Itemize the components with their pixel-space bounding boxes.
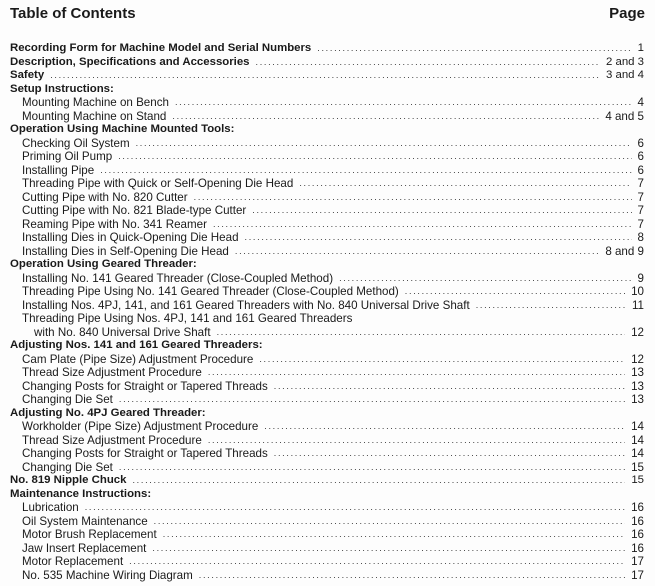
page-column-label: Page xyxy=(609,5,645,22)
dot-leader xyxy=(245,231,632,245)
toc-entry-title: Jaw Insert Replacement xyxy=(22,541,147,555)
toc-entry[interactable] xyxy=(10,515,644,529)
dot-leader xyxy=(235,245,599,259)
dot-leader xyxy=(132,474,625,488)
toc-entry-page: 15 xyxy=(631,460,644,474)
toc-entry-title: Installing No. 141 Geared Threader (Close-Coupled Method) xyxy=(22,271,334,285)
toc-entry-page: 9 xyxy=(637,271,644,285)
toc-entry-title: Installing Dies in Quick-Opening Die Head xyxy=(22,231,239,244)
dot-leader xyxy=(476,299,626,313)
toc-entry-page: 3 and 4 xyxy=(605,69,644,81)
toc-entry-page: 1 xyxy=(637,42,644,54)
toc-entry-title: Threading Pipe Using Nos. 4PJ, 141 and 161 Geared Threaders xyxy=(22,312,353,325)
toc-entry[interactable] xyxy=(10,474,644,488)
toc-entry-page: 8 and 9 xyxy=(605,244,644,258)
toc-entry-page: 12 xyxy=(631,352,644,366)
toc-entry-title: Recording Form for Machine Model and Serial Numbers xyxy=(10,42,312,54)
toc-entry-title: Threading Pipe with Quick or Self-Opening Die Head xyxy=(22,177,294,190)
dot-leader xyxy=(172,110,599,124)
toc-entry[interactable] xyxy=(10,177,644,191)
toc-entry[interactable] xyxy=(10,96,644,110)
toc-entry-title: Thread Size Adjustment Procedure xyxy=(22,366,202,379)
toc-entry[interactable] xyxy=(10,191,644,205)
dot-leader xyxy=(217,326,626,340)
toc-entry[interactable] xyxy=(10,434,644,448)
toc-entry-page: 7 xyxy=(637,204,644,217)
toc-entry[interactable] xyxy=(10,218,644,232)
toc-section-heading[interactable] xyxy=(10,258,644,272)
toc-entry-title: Reaming Pipe with No. 341 Reamer xyxy=(22,217,207,231)
toc-entry[interactable] xyxy=(10,380,644,394)
toc-entry-page: 6 xyxy=(637,136,644,150)
dot-leader xyxy=(152,542,625,556)
dot-leader xyxy=(339,272,631,286)
toc-entry-page: 14 xyxy=(631,447,644,460)
dot-leader xyxy=(85,501,625,515)
toc-entry-page: 17 xyxy=(631,555,644,568)
toc-entry[interactable] xyxy=(10,272,644,286)
toc-entry-title: Thread Size Adjustment Procedure xyxy=(22,433,202,447)
toc-entry-title: Oil System Maintenance xyxy=(22,514,148,528)
dot-leader xyxy=(154,515,625,529)
toc-entry-page: 12 xyxy=(631,325,644,339)
dot-leader xyxy=(208,366,625,380)
toc-entry-title: Changing Die Set xyxy=(22,393,113,406)
toc-section-heading[interactable] xyxy=(10,407,644,421)
toc-entry-page: 8 xyxy=(637,231,644,244)
toc-entry[interactable] xyxy=(10,299,644,313)
toc-list xyxy=(10,42,644,582)
toc-entry-page: 11 xyxy=(631,298,644,312)
toc-entry[interactable] xyxy=(10,542,644,556)
dot-leader xyxy=(119,461,625,475)
toc-entry-page: 16 xyxy=(631,528,644,541)
toc-entry-title: No. 535 Machine Wiring Diagram xyxy=(22,568,193,582)
toc-entry-page: 4 and 5 xyxy=(605,109,644,123)
dot-leader xyxy=(175,96,632,110)
toc-entry-title: Cam Plate (Pipe Size) Adjustment Procedure xyxy=(22,352,254,366)
toc-entry[interactable] xyxy=(10,353,644,367)
toc-entry-title: Installing Dies in Self-Opening Die Head xyxy=(22,244,229,258)
toc-entry-page: 14 xyxy=(631,420,644,433)
toc-entry[interactable] xyxy=(10,110,644,124)
toc-entry-title: Setup Instructions: xyxy=(10,82,114,95)
toc-entry-title: Lubrication xyxy=(22,501,79,514)
page-title: Table of Contents xyxy=(10,5,136,22)
toc-entry-page: 10 xyxy=(631,285,644,298)
toc-entry[interactable] xyxy=(10,137,644,151)
dot-leader xyxy=(405,285,625,299)
toc-entry-title: Adjusting Nos. 141 and 161 Geared Threaders: xyxy=(10,339,263,351)
dot-leader xyxy=(194,191,632,205)
toc-section-heading[interactable] xyxy=(10,83,644,97)
toc-entry-title: Adjusting No. 4PJ Geared Threader: xyxy=(10,406,206,419)
toc-entry-title: Workholder (Pipe Size) Adjustment Procedure xyxy=(22,420,259,433)
toc-entry-title: Operation Using Machine Mounted Tools: xyxy=(10,123,235,135)
toc-entry-title: with No. 840 Universal Drive Shaft xyxy=(34,325,211,339)
toc-entry-title: Maintenance Instructions: xyxy=(10,487,152,500)
toc-entry-title: Operation Using Geared Threader: xyxy=(10,258,197,270)
dot-leader xyxy=(274,380,625,394)
toc-entry[interactable] xyxy=(10,245,644,259)
toc-entry-title: Threading Pipe Using No. 141 Geared Threader (Close-Coupled Method) xyxy=(22,285,399,298)
dot-leader xyxy=(100,164,631,178)
toc-entry-page: 6 xyxy=(637,163,644,177)
toc-entry-title: Cutting Pipe with No. 821 Blade-type Cutter xyxy=(22,204,247,217)
toc-entry-page: 6 xyxy=(637,150,644,163)
toc-entry-title: Mounting Machine on Stand xyxy=(22,109,167,123)
dot-leader xyxy=(213,218,632,232)
dot-leader xyxy=(119,393,625,407)
toc-entry-page: 4 xyxy=(637,96,644,109)
toc-header xyxy=(10,5,645,25)
toc-entry[interactable] xyxy=(10,420,644,434)
toc-entry-title: Installing Nos. 4PJ, 141, and 161 Geared Threaders with No. 840 Universal Drive Shaft xyxy=(22,298,470,312)
toc-entry[interactable] xyxy=(10,312,644,326)
toc-entry[interactable] xyxy=(10,366,644,380)
toc-entry[interactable] xyxy=(10,326,644,340)
toc-entry[interactable] xyxy=(10,150,644,164)
toc-entry-page: 14 xyxy=(631,433,644,447)
toc-entry[interactable] xyxy=(10,56,644,70)
toc-entry-page: 16 xyxy=(631,514,644,528)
toc-entry-title: No. 819 Nipple Chuck xyxy=(10,474,127,486)
toc-entry[interactable] xyxy=(10,528,644,542)
toc-entry-page: 2 and 3 xyxy=(605,55,644,68)
toc-entry-page: 16 xyxy=(631,541,644,555)
toc-entry[interactable] xyxy=(10,164,644,178)
dot-leader xyxy=(199,569,625,583)
toc-entry[interactable] xyxy=(10,447,644,461)
dot-leader xyxy=(259,353,625,367)
dot-leader xyxy=(136,137,632,151)
toc-entry-page: 7 xyxy=(637,177,644,190)
dot-leader xyxy=(50,69,600,83)
dot-leader xyxy=(256,56,600,70)
toc-entry-page: 7 xyxy=(637,190,644,204)
toc-entry[interactable] xyxy=(10,569,644,583)
dot-leader xyxy=(208,434,625,448)
toc-entry[interactable] xyxy=(10,393,644,407)
toc-entry[interactable] xyxy=(10,285,644,299)
toc-entry-title: Priming Oil Pump xyxy=(22,150,113,163)
toc-entry[interactable] xyxy=(10,501,644,515)
toc-entry-title: Motor Replacement xyxy=(22,555,124,568)
dot-leader xyxy=(264,420,625,434)
dot-leader xyxy=(163,528,625,542)
toc-entry-title: Motor Brush Replacement xyxy=(22,528,157,541)
toc-entry[interactable] xyxy=(10,461,644,475)
toc-entry[interactable] xyxy=(10,555,644,569)
toc-entry[interactable] xyxy=(10,231,644,245)
dot-leader xyxy=(252,204,631,218)
toc-entry-page: 7 xyxy=(637,217,644,231)
toc-entry-page: 17 xyxy=(631,568,644,582)
toc-entry-title: Cutting Pipe with No. 820 Cutter xyxy=(22,190,188,204)
toc-entry-title: Changing Die Set xyxy=(22,460,113,474)
dot-leader xyxy=(317,42,631,56)
toc-entry-title: Checking Oil System xyxy=(22,136,130,150)
toc-section-heading[interactable] xyxy=(10,339,644,353)
toc-entry-title: Safety xyxy=(10,69,45,81)
toc-entry-page: 16 xyxy=(631,501,644,514)
toc-entry[interactable] xyxy=(10,42,644,56)
toc-entry-page: 13 xyxy=(631,379,644,393)
toc-entry-title: Changing Posts for Straight or Tapered Threads xyxy=(22,447,268,460)
dot-leader xyxy=(299,177,631,191)
toc-entry-title: Description, Specifications and Accessories xyxy=(10,55,250,68)
toc-entry[interactable] xyxy=(10,204,644,218)
toc-entry-title: Changing Posts for Straight or Tapered Threads xyxy=(22,379,268,393)
dot-leader xyxy=(129,555,625,569)
dot-leader xyxy=(274,447,625,461)
toc-entry-page: 13 xyxy=(631,366,644,379)
dot-leader xyxy=(118,150,631,164)
toc-entry-page: 15 xyxy=(631,474,644,486)
toc-entry[interactable] xyxy=(10,69,644,83)
toc-entry-title: Installing Pipe xyxy=(22,163,95,177)
toc-entry-title: Mounting Machine on Bench xyxy=(22,96,169,109)
toc-section-heading[interactable] xyxy=(10,488,644,502)
toc-entry-page: 13 xyxy=(631,393,644,406)
toc-section-heading[interactable] xyxy=(10,123,644,137)
